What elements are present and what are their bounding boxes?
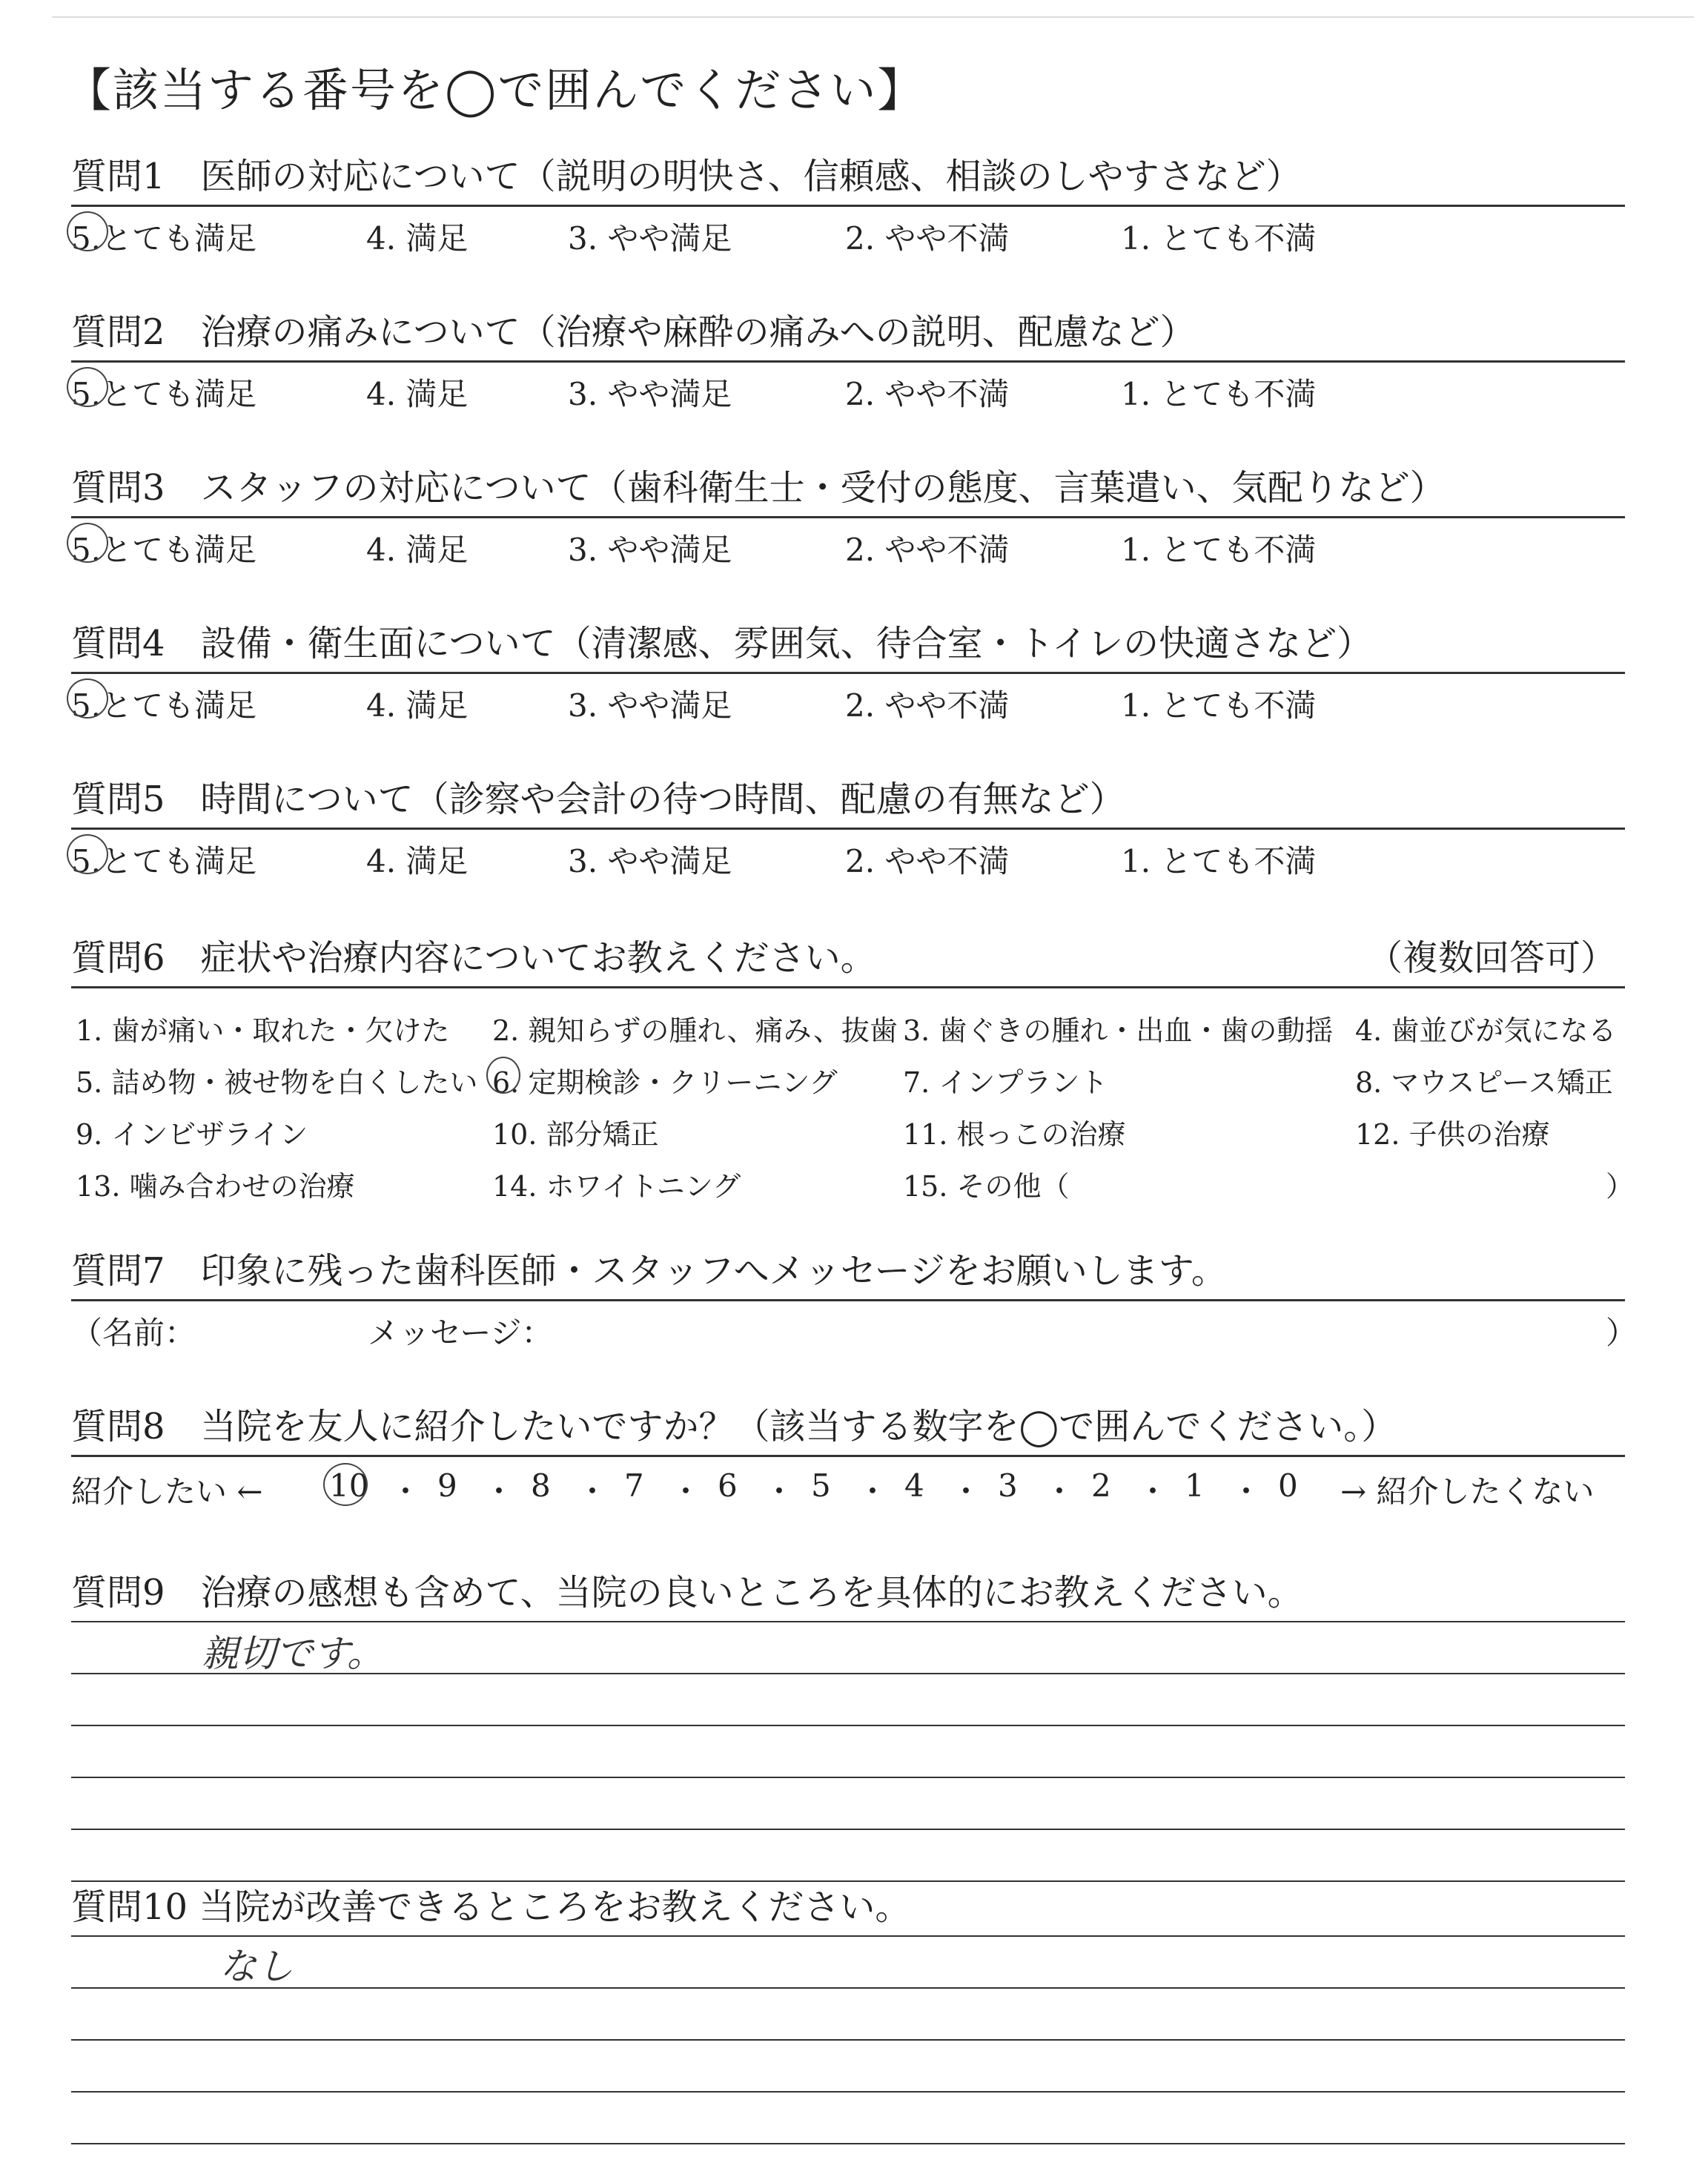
option-4[interactable]: 4. 満足 xyxy=(366,220,469,257)
option-5[interactable]: 5.とても満足 xyxy=(71,532,257,568)
question-9 xyxy=(71,1571,1625,1889)
option-3[interactable]: 3. やや満足 xyxy=(568,532,732,568)
option-4[interactable]: 4. 歯並びが気になる xyxy=(1355,1014,1617,1047)
selection-circle xyxy=(67,367,108,407)
option-2[interactable]: 2. やや不満 xyxy=(845,843,1010,879)
option-4[interactable]: 4. 満足 xyxy=(366,532,469,568)
handwritten-answer: なし xyxy=(219,1945,294,1988)
option-7[interactable]: 7. インプラント xyxy=(903,1066,1108,1099)
other-close-paren: ） xyxy=(1606,1170,1635,1203)
answer-lines[interactable] xyxy=(71,1615,1625,1889)
question-title: 質問6 症状や治療内容についてお教えください。 （複数回答可） xyxy=(71,937,1616,979)
divider xyxy=(71,1777,1625,1778)
option-3[interactable]: 3. やや満足 xyxy=(568,376,732,412)
question-10 xyxy=(71,1885,1625,2159)
question-title: 質問4 設備・衛生面について（清潔感、雰囲気、待合室・トイレの快適さなど） xyxy=(71,623,1373,664)
divider xyxy=(71,2143,1625,2144)
scale-right-label: → 紹介したくない xyxy=(1340,1473,1595,1510)
option-1[interactable]: 1. とても不満 xyxy=(1121,532,1317,568)
option-5[interactable]: 5.とても満足 xyxy=(71,687,257,724)
message-fields xyxy=(71,1301,1638,1351)
option-2[interactable]: 2. やや不満 xyxy=(845,376,1010,412)
question-title: 質問3 スタッフの対応について（歯科衛生士・受付の態度、言葉遣い、気配りなど） xyxy=(71,467,1446,509)
option-1[interactable]: 1. とても不満 xyxy=(1121,687,1317,724)
treatment-options xyxy=(71,988,1635,1203)
top-divider xyxy=(52,16,1694,18)
question-3 xyxy=(71,466,1625,568)
rating-options xyxy=(71,830,1625,879)
option-4[interactable]: 4. 満足 xyxy=(366,376,469,412)
option-12[interactable]: 12. 子供の治療 xyxy=(1355,1118,1550,1151)
question-1 xyxy=(71,154,1625,257)
page-title: 【該当する番号を◯で囲んでください】 xyxy=(65,63,925,117)
rating-options xyxy=(71,674,1625,724)
option-1[interactable]: 1. 歯が痛い・取れた・欠けた xyxy=(76,1014,450,1047)
question-5 xyxy=(71,777,1625,879)
selection-circle xyxy=(67,523,108,563)
name-field[interactable]: （名前： xyxy=(71,1315,196,1351)
scale-6[interactable]: 6 xyxy=(718,1467,738,1504)
option-2[interactable]: 2. やや不満 xyxy=(845,532,1010,568)
option-3[interactable]: 3. 歯ぐきの腫れ・出血・歯の動揺 xyxy=(903,1014,1334,1047)
divider xyxy=(71,1725,1625,1726)
selection-circle xyxy=(67,678,108,719)
message-field[interactable]: メッセージ： xyxy=(368,1315,553,1351)
rating-options xyxy=(71,207,1625,257)
option-3[interactable]: 3. やや満足 xyxy=(568,687,732,724)
scale-9[interactable]: 9 xyxy=(437,1467,457,1504)
option-10[interactable]: 10. 部分矯正 xyxy=(492,1118,659,1151)
option-4[interactable]: 4. 満足 xyxy=(366,687,469,724)
option-1[interactable]: 1. とても不満 xyxy=(1121,220,1317,257)
selection-circle xyxy=(323,1463,368,1506)
selection-circle xyxy=(67,211,108,251)
divider xyxy=(71,1987,1625,1989)
option-2[interactable]: 2. やや不満 xyxy=(845,687,1010,724)
option-4[interactable]: 4. 満足 xyxy=(366,843,469,879)
scale-4[interactable]: 4 xyxy=(904,1467,924,1504)
question-title: 質問5 時間について（診察や会計の待つ時間、配慮の有無など） xyxy=(71,779,1125,820)
scale-1[interactable]: 1 xyxy=(1185,1467,1205,1504)
scale-5[interactable]: 5 xyxy=(811,1467,831,1504)
scale-8[interactable]: 8 xyxy=(531,1467,551,1504)
divider xyxy=(71,1829,1625,1830)
question-7 xyxy=(71,1249,1638,1351)
question-title: 質問10 当院が改善できるところをお教えください。 xyxy=(71,1886,911,1928)
close-paren: ） xyxy=(1606,1315,1638,1351)
question-8 xyxy=(71,1404,1625,1509)
option-5[interactable]: 5.とても満足 xyxy=(71,376,257,412)
question-title: 質問8 当院を友人に紹介したいですか？（該当する数字を◯で囲んでください。） xyxy=(71,1406,1397,1447)
scale-0[interactable]: 0 xyxy=(1278,1467,1298,1504)
option-3[interactable]: 3. やや満足 xyxy=(568,220,732,257)
option-5[interactable]: 5.とても満足 xyxy=(71,220,257,257)
multiple-answer-note: （複数回答可） xyxy=(1366,937,1616,979)
selection-circle xyxy=(67,834,108,874)
option-8[interactable]: 8. マウスピース矯正 xyxy=(1355,1066,1613,1099)
option-6[interactable]: 6. 定期検診・クリーニング xyxy=(492,1066,838,1099)
question-title: 質問9 治療の感想も含めて、当院の良いところを具体的にお教えください。 xyxy=(71,1572,1303,1614)
divider xyxy=(71,2091,1625,2093)
option-5[interactable]: 5. 詰め物・被せ物を白くしたい xyxy=(76,1066,478,1099)
option-1[interactable]: 1. とても不満 xyxy=(1121,843,1317,879)
question-2 xyxy=(71,310,1625,412)
option-2[interactable]: 2. やや不満 xyxy=(845,220,1010,257)
scale-2[interactable]: 2 xyxy=(1091,1467,1111,1504)
option-11[interactable]: 11. 根っこの治療 xyxy=(903,1118,1126,1151)
question-6 xyxy=(71,936,1635,1203)
answer-lines[interactable] xyxy=(71,1929,1625,2159)
option-5[interactable]: 5.とても満足 xyxy=(71,843,257,879)
question-title: 質問7 印象に残った歯科医師・スタッフへメッセージをお願いします。 xyxy=(71,1250,1227,1292)
question-title: 質問1 医師の対応について（説明の明快さ、信頼感、相談のしやすさなど） xyxy=(71,156,1302,197)
scale-10[interactable]: 10 xyxy=(329,1467,369,1504)
question-4 xyxy=(71,621,1625,724)
scale-3[interactable]: 3 xyxy=(998,1467,1018,1504)
option-13[interactable]: 13. 噛み合わせの治療 xyxy=(76,1170,355,1203)
divider xyxy=(71,2039,1625,2041)
option-15[interactable]: 15. その他（ xyxy=(903,1170,1070,1203)
scale-left-label: 紹介したい ← xyxy=(71,1473,263,1510)
selection-circle xyxy=(486,1057,520,1094)
option-1[interactable]: 1. とても不満 xyxy=(1121,376,1317,412)
rating-options xyxy=(71,363,1625,412)
option-3[interactable]: 3. やや満足 xyxy=(568,843,732,879)
rating-options xyxy=(71,518,1625,568)
option-2[interactable]: 2. 親知らずの腫れ、痛み、抜歯 xyxy=(492,1014,898,1047)
option-14[interactable]: 14. ホワイトニング xyxy=(492,1170,741,1203)
scale-7[interactable]: 7 xyxy=(624,1467,644,1504)
divider xyxy=(71,1621,1625,1622)
handwritten-answer: 親切です。 xyxy=(202,1632,384,1675)
question-title: 質問2 治療の痛みについて（治療や麻酔の痛みへの説明、配慮など） xyxy=(71,311,1196,353)
recommend-scale: 紹介したい ← 10 ・ 9 ・ 8 ・ 7 ・ 6 ・ 5 ・ 4 ・ 3 ・ 2 ・ 1 ・ 0 → 紹介したくない xyxy=(71,1457,1625,1509)
divider xyxy=(71,1880,1625,1882)
option-9[interactable]: 9. インビザライン xyxy=(76,1118,308,1151)
divider xyxy=(71,1935,1625,1937)
